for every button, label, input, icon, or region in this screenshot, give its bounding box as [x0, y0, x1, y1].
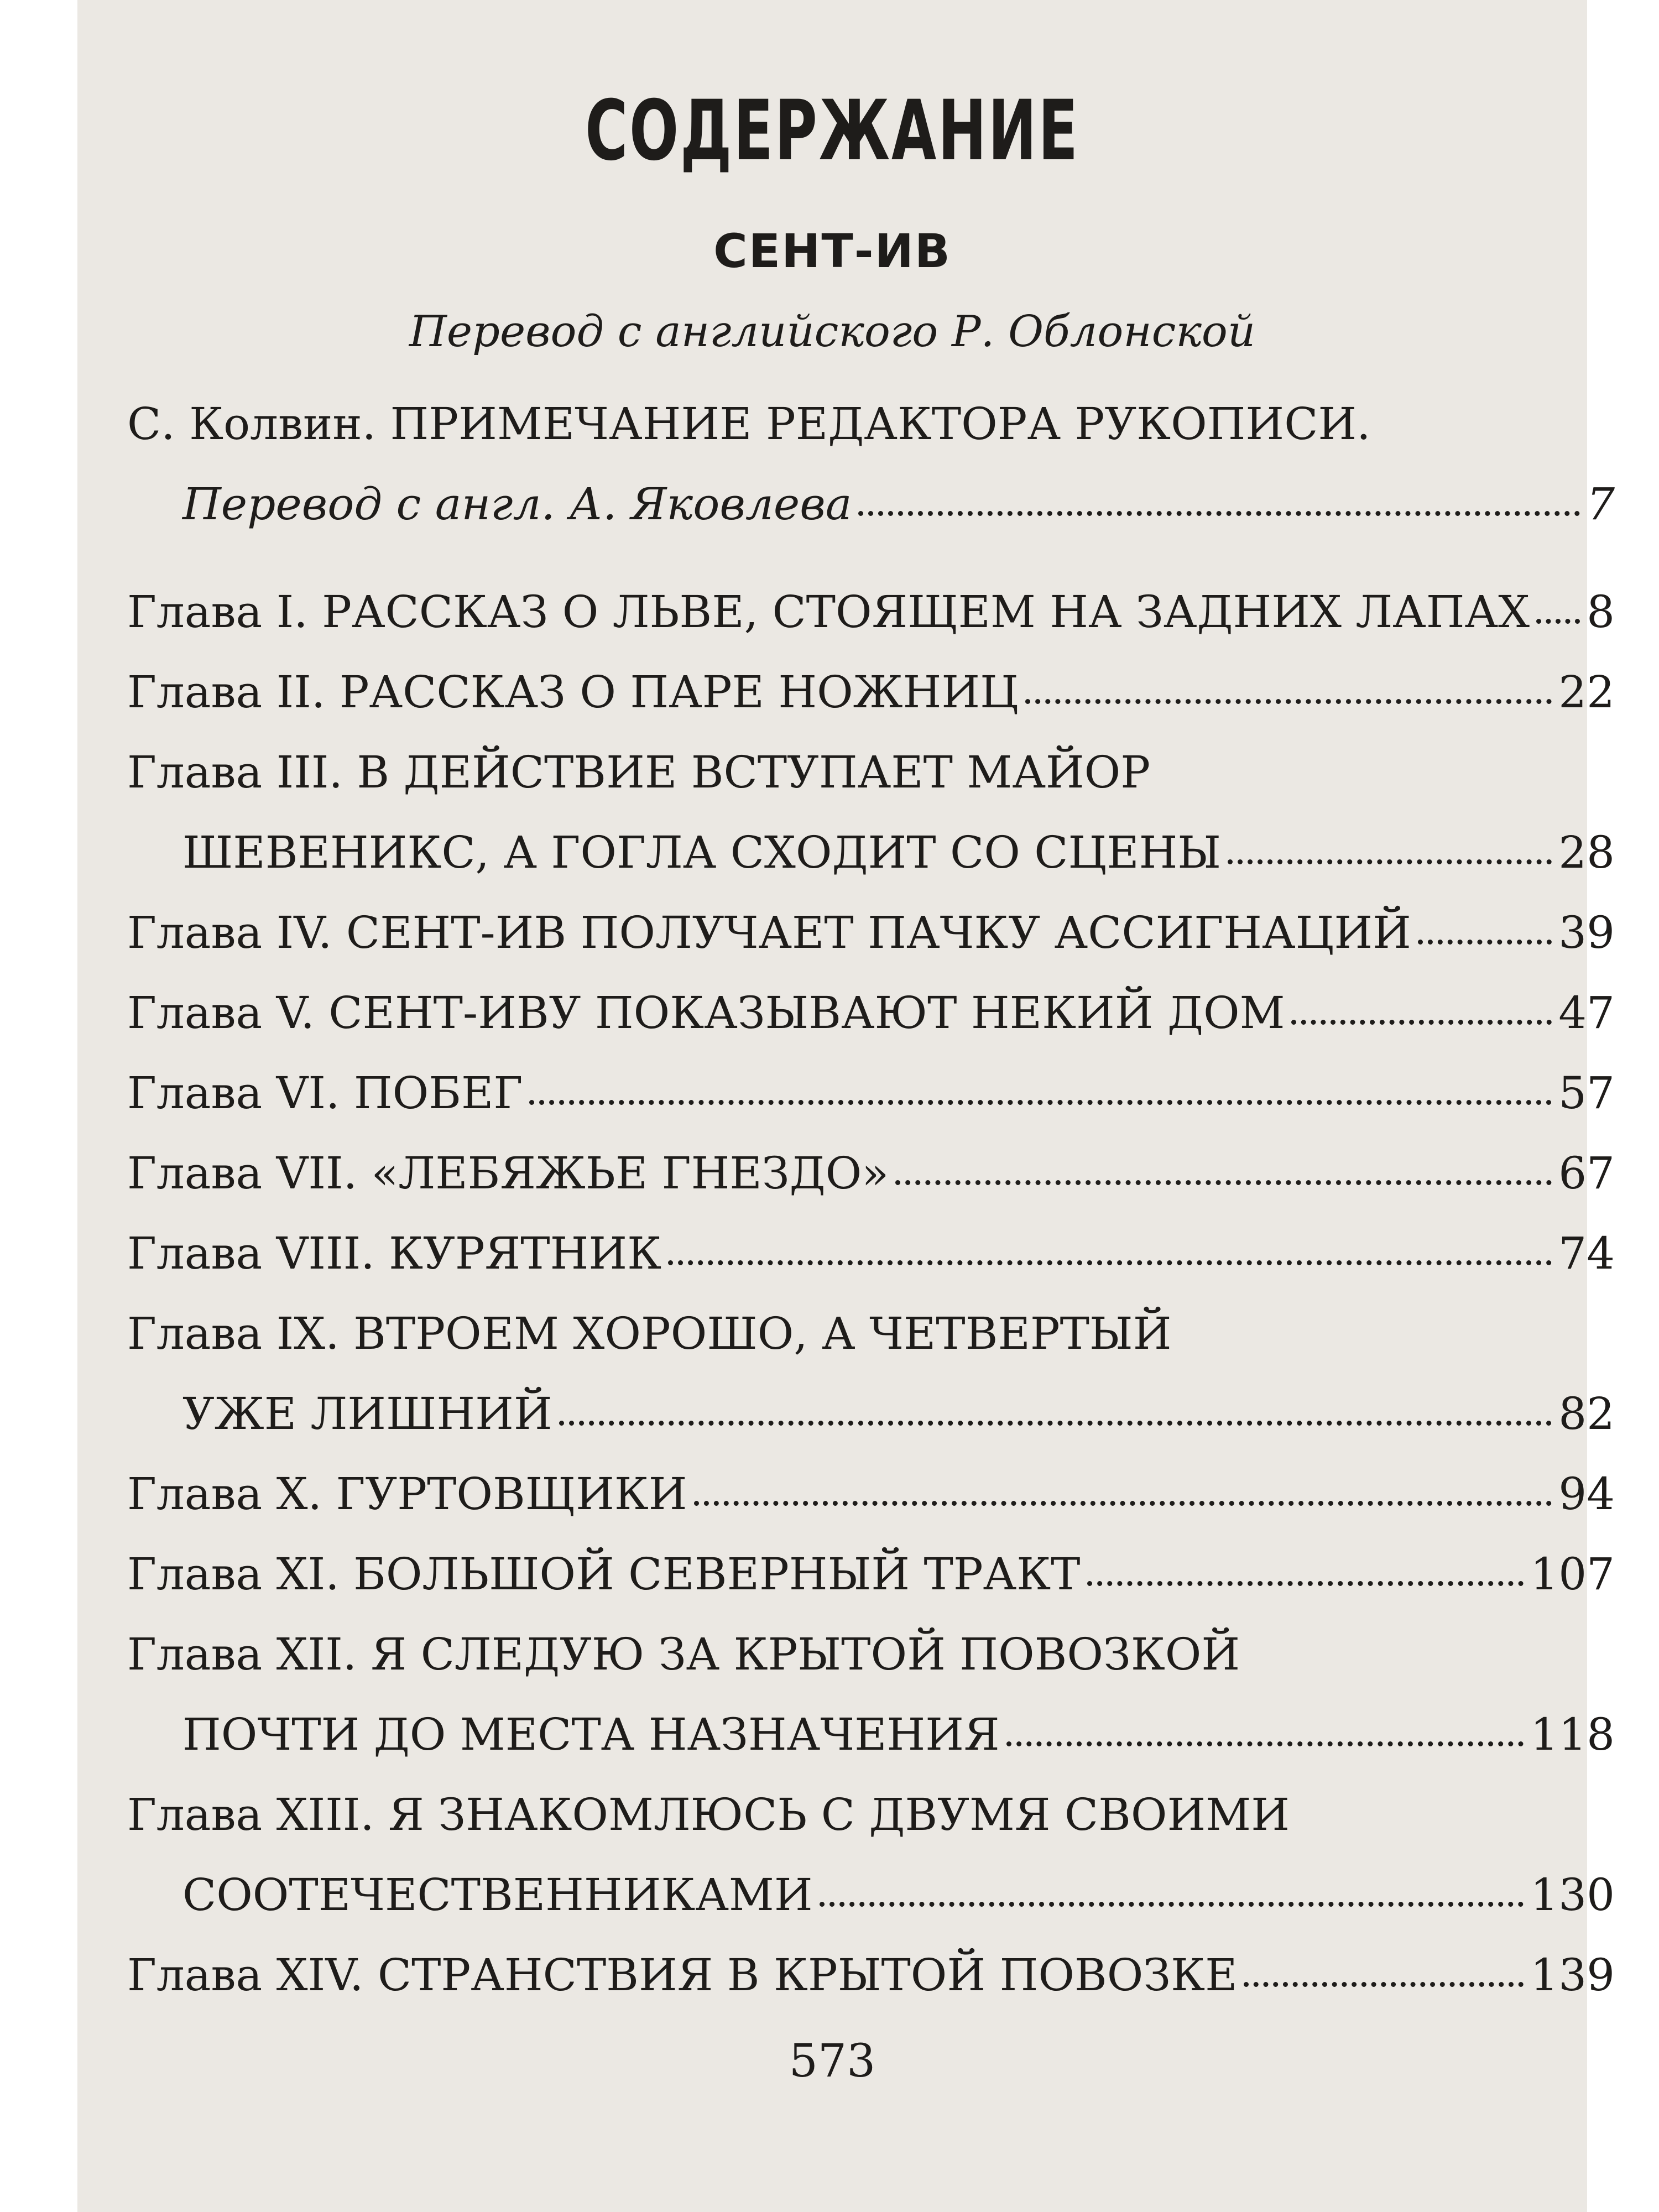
- toc-entry-title: Глава II. РАССКАЗ О ПАРЕ НОЖНИЦ: [127, 666, 1019, 718]
- toc-entry: [182, 827, 1615, 899]
- toc-entry-page: 139: [1530, 1949, 1615, 2001]
- dot-leader: [668, 1260, 1552, 1265]
- toc-entry-title: Глава VII. «ЛЕБЯЖЬЕ ГНЕЗДО»: [127, 1147, 889, 1199]
- dot-leader: [1006, 1741, 1524, 1746]
- toc-entry-page: 67: [1558, 1147, 1615, 1199]
- translator-note: Перевод с английского Р. Облонской: [409, 307, 1256, 357]
- toc-entry-title: Глава IV. СЕНТ-ИВ ПОЛУЧАЕТ ПАЧКУ АССИГНАЦИЙ: [127, 907, 1411, 958]
- toc-entry: [127, 907, 1615, 979]
- toc-entry-page: 22: [1558, 666, 1615, 718]
- toc-entry-title: Глава VI. ПОБЕГ: [127, 1067, 523, 1119]
- dot-leader: [895, 1180, 1552, 1185]
- toc-entry-title: ПОЧТИ ДО МЕСТА НАЗНАЧЕНИЯ: [182, 1709, 1000, 1760]
- dot-leader: [1536, 619, 1580, 624]
- contents-heading: СОДЕРЖАНИЕ: [585, 83, 1079, 179]
- book-page: [77, 0, 1615, 2212]
- dot-leader: [1025, 699, 1552, 704]
- toc-entry: [127, 1147, 1615, 1219]
- toc-entry-page: 130: [1530, 1869, 1615, 1921]
- toc-entry: [127, 398, 1565, 470]
- toc-entry: [127, 1067, 1615, 1139]
- toc-entry: [127, 747, 1565, 818]
- toc-entry-title: Глава I. РАССКАЗ О ЛЬВЕ, СТОЯЩЕМ НА ЗАДНИХ ЛАПАХ: [127, 586, 1530, 638]
- toc-entry: [127, 1468, 1615, 1540]
- toc-entry-title: Глава XIII. Я ЗНАКОМЛЮСЬ С ДВУМЯ СВОИМИ: [127, 1789, 1290, 1840]
- toc-entry-title: УЖЕ ЛИШНИЙ: [182, 1388, 552, 1439]
- dot-leader: [1291, 1020, 1552, 1025]
- dot-leader: [1087, 1581, 1524, 1586]
- toc-entry-title: СООТЕЧЕСТВЕННИКАМИ: [182, 1869, 813, 1921]
- dot-leader: [694, 1501, 1552, 1506]
- toc-entry: [127, 586, 1615, 658]
- toc-entry-page: 8: [1587, 586, 1615, 638]
- dot-leader: [529, 1100, 1552, 1105]
- toc-entry-title: Глава III. В ДЕЙСТВИЕ ВСТУПАЕТ МАЙОР: [127, 747, 1151, 798]
- toc-entry-page: 57: [1558, 1067, 1615, 1119]
- toc-entry-page: 107: [1530, 1548, 1615, 1600]
- toc-entry: [127, 1228, 1615, 1300]
- toc-entry: [127, 1308, 1565, 1380]
- toc-entry: [182, 1709, 1615, 1781]
- toc-entry-page: 118: [1530, 1709, 1615, 1760]
- dot-leader: [1228, 859, 1552, 864]
- toc-entry-page: 74: [1558, 1228, 1615, 1279]
- toc-entry: [127, 987, 1615, 1059]
- dot-leader: [559, 1421, 1552, 1426]
- toc-entry-page: 82: [1558, 1388, 1615, 1439]
- toc-entry-title: Глава IX. ВТРОЕМ ХОРОШО, А ЧЕТВЕРТЫЙ: [127, 1308, 1172, 1359]
- toc-entry: [127, 666, 1615, 738]
- toc-entry: [182, 1869, 1615, 1941]
- toc-entry-page: 28: [1558, 827, 1615, 878]
- toc-entry: [127, 1629, 1565, 1700]
- section-title: СЕНТ-ИВ: [713, 224, 951, 278]
- toc-entry: [182, 478, 1615, 550]
- toc-entry-title: ШЕВЕНИКС, А ГОГЛА СХОДИТ СО СЦЕНЫ: [182, 827, 1222, 878]
- page-number: 573: [789, 2035, 876, 2088]
- toc-entry-title: Глава V. СЕНТ-ИВУ ПОКАЗЫВАЮТ НЕКИЙ ДОМ: [127, 987, 1285, 1039]
- toc-entry-title: С. Колвин. ПРИМЕЧАНИЕ РЕДАКТОРА РУКОПИСИ.: [127, 398, 1371, 450]
- toc-entry-page: 47: [1558, 987, 1615, 1039]
- toc-entry-title: Перевод с англ. А. Яковлева: [182, 478, 852, 530]
- toc-entry-title: Глава XII. Я СЛЕДУЮ ЗА КРЫТОЙ ПОВОЗКОЙ: [127, 1629, 1240, 1680]
- toc-entry-page: 94: [1558, 1468, 1615, 1520]
- toc-entry-title: Глава X. ГУРТОВЩИКИ: [127, 1468, 687, 1520]
- toc-entry: [127, 1548, 1615, 1620]
- toc-entry-page: 39: [1558, 907, 1615, 958]
- toc-entry: [127, 1949, 1615, 2021]
- dot-leader: [820, 1902, 1524, 1907]
- toc-entry-page: 7: [1587, 478, 1615, 530]
- dot-leader: [858, 511, 1580, 516]
- dot-leader: [1418, 940, 1552, 945]
- toc-entry-title: Глава VIII. КУРЯТНИК: [127, 1228, 662, 1279]
- toc-entry-title: Глава XI. БОЛЬШОЙ СЕВЕРНЫЙ ТРАКТ: [127, 1548, 1081, 1600]
- toc-entry-title: Глава XIV. СТРАНСТВИЯ В КРЫТОЙ ПОВОЗКЕ: [127, 1949, 1238, 2001]
- toc-entry: [182, 1388, 1615, 1460]
- toc-entry: [127, 1789, 1565, 1861]
- dot-leader: [1244, 1982, 1524, 1987]
